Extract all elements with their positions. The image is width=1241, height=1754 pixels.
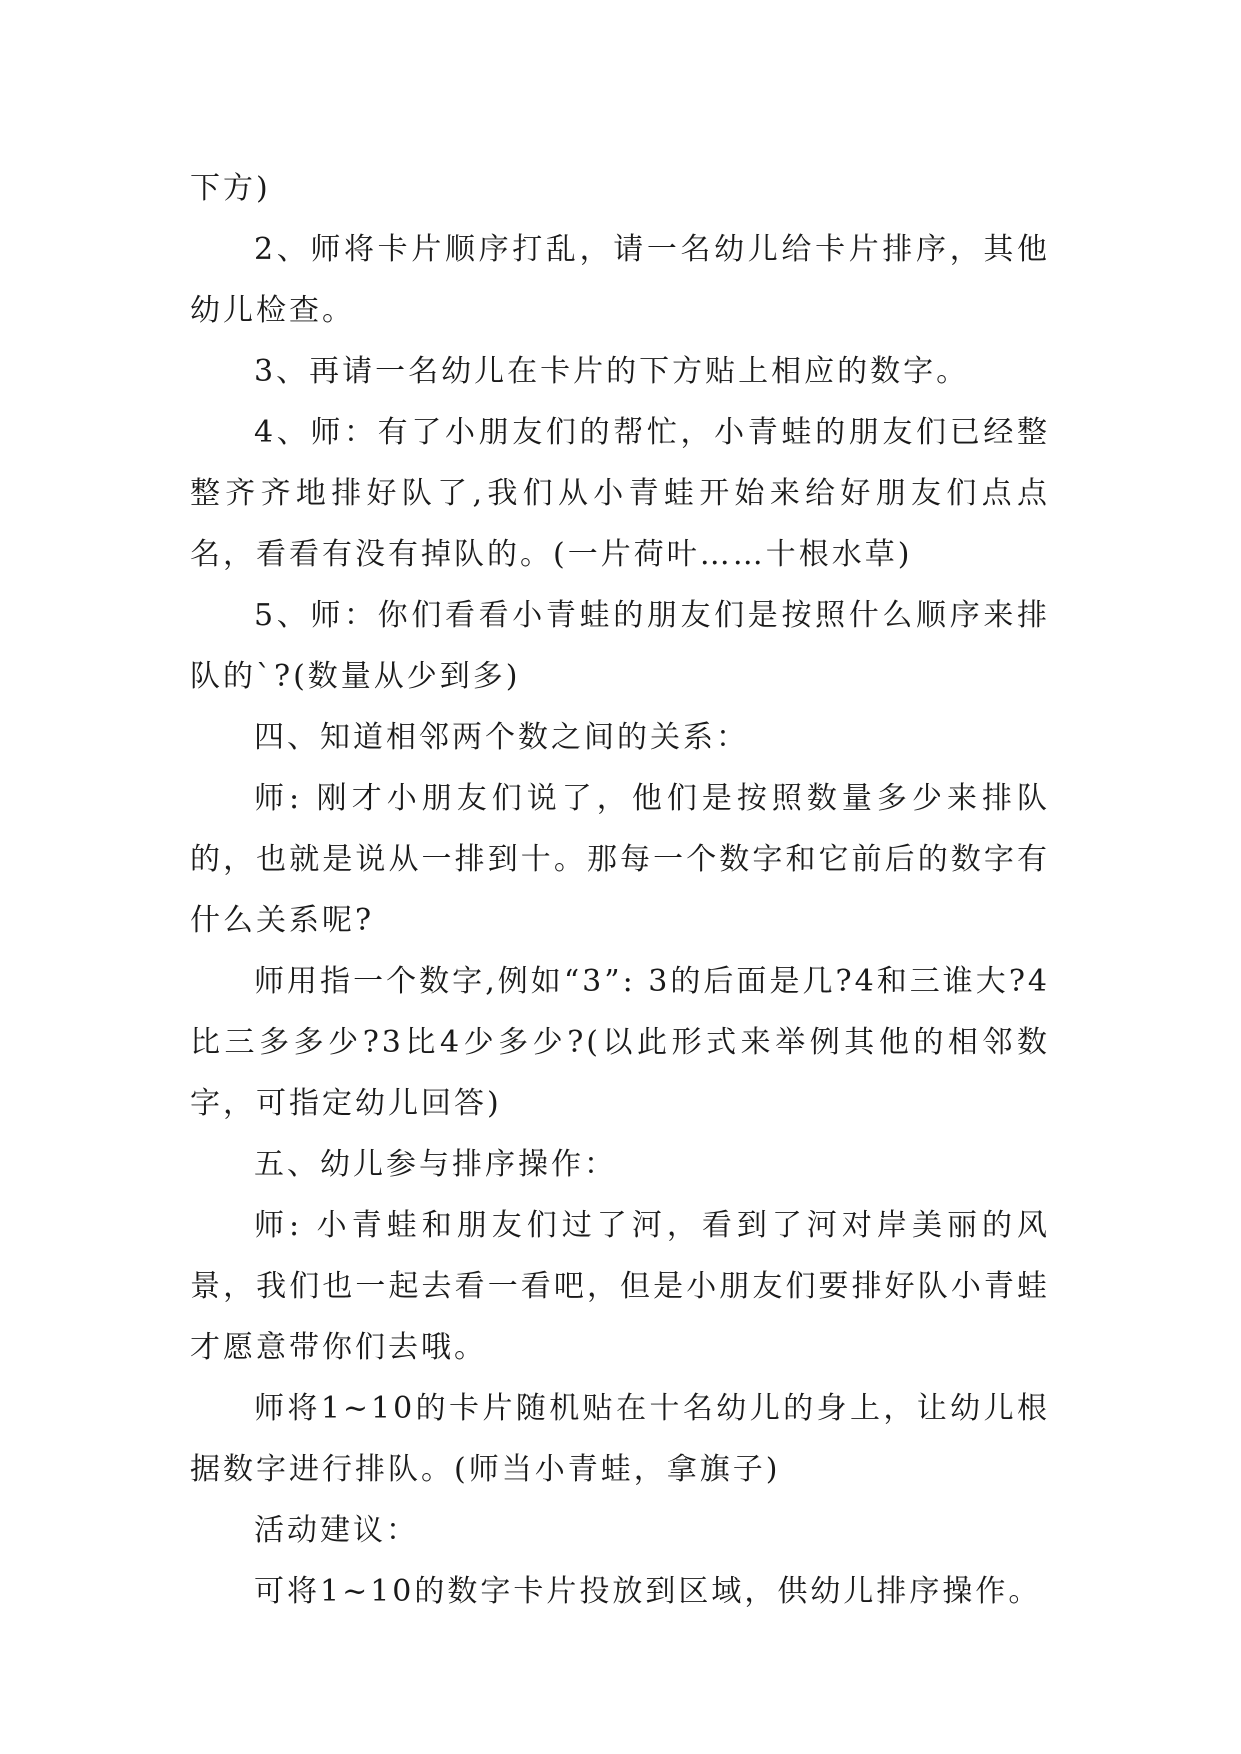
- section-heading-5: 五、幼儿参与排序操作：: [254, 1147, 617, 1182]
- paragraph-step-3: 3、再请一名幼儿在卡片的下方贴上相应的数字。: [254, 354, 970, 389]
- paragraph-step-2: 2、师将卡片顺序打乱，请一名幼儿给卡片排序，其他幼儿检查。: [190, 232, 1050, 328]
- document-body: [190, 158, 1050, 1622]
- activity-suggestion-heading: 活动建议：: [254, 1513, 419, 1548]
- paragraph-teacher-example: 师用指一个数字,例如“3”: 3的后面是几?4和三谁大?4比三多多少?3比4少多少?(以此形式来举例其他的相邻数字，可指定幼儿回答): [190, 964, 1050, 1121]
- section-heading-4: 四、知道相邻两个数之间的关系：: [254, 720, 749, 755]
- paragraph-teacher-question: 师: 刚才小朋友们说了，他们是按照数量多少来排队的，也就是说从一排到十。那每一个数字和它前后的数字有什么关系呢?: [190, 781, 1050, 938]
- paragraph-step-4: 4、师：有了小朋友们的帮忙，小青蛙的朋友们已经整整齐齐地排好队了,我们从小青蛙开始来给好朋友们点点名，看看有没有掉队的。(一片荷叶……十根水草): [190, 415, 1050, 572]
- paragraph-step-5: 5、师：你们看看小青蛙的朋友们是按照什么顺序来排队的`?(数量从少到多): [190, 598, 1050, 694]
- paragraph-continuation: 下方): [190, 171, 271, 206]
- paragraph-card-activity: 师将1~10的卡片随机贴在十名幼儿的身上，让幼儿根据数字进行排队。(师当小青蛙，拿旗子): [190, 1391, 1050, 1487]
- paragraph-teacher-invite: 师: 小青蛙和朋友们过了河，看到了河对岸美丽的风景，我们也一起去看一看吧，但是小朋友们要排好队小青蛙才愿意带你们去哦。: [190, 1208, 1050, 1365]
- activity-suggestion-text: 可将1~10的数字卡片投放到区域，供幼儿排序操作。: [254, 1574, 1042, 1609]
